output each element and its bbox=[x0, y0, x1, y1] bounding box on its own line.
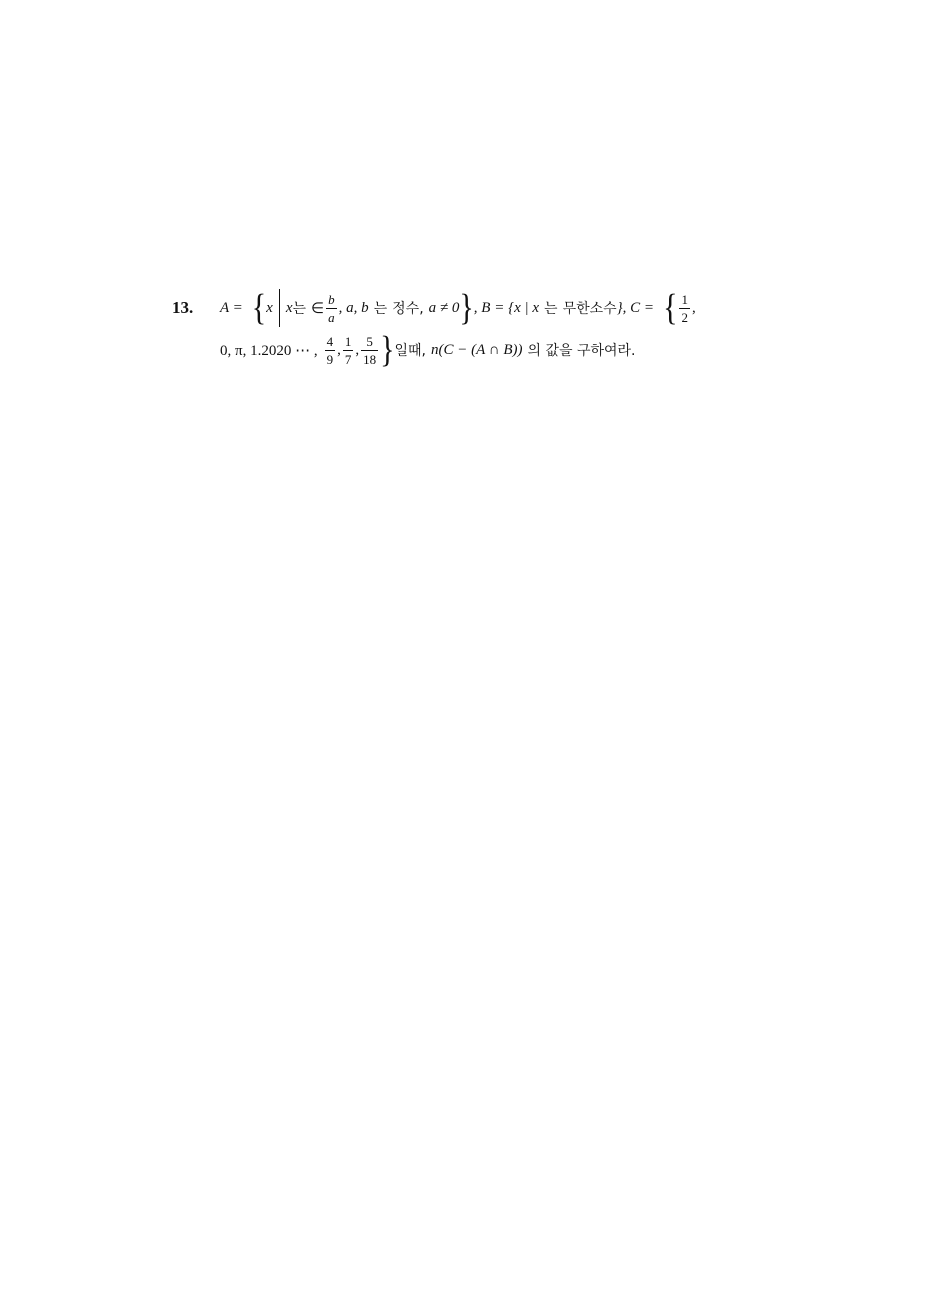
problem-number: 13. bbox=[172, 298, 194, 317]
fraction-b-over-a bbox=[326, 293, 337, 324]
set-a-label: A = bbox=[220, 299, 243, 316]
fraction-denominator: 7 bbox=[344, 351, 352, 367]
close-brace: } bbox=[459, 286, 474, 328]
set-c-label: }, C = bbox=[616, 299, 655, 316]
condition-variable: x bbox=[285, 299, 293, 316]
open-brace-c: { bbox=[663, 286, 678, 328]
fraction-denominator: 9 bbox=[326, 351, 334, 367]
integer-word: 정수, bbox=[392, 301, 424, 317]
fraction-numerator: 5 bbox=[366, 333, 373, 349]
set-b-definition: , B = {x | x bbox=[473, 299, 540, 316]
open-brace: { bbox=[251, 286, 267, 328]
problem-13 bbox=[0, 0, 926, 400]
fraction-numerator: b bbox=[328, 291, 335, 307]
particle-neun: 는 bbox=[292, 301, 307, 317]
set-builder-bar bbox=[279, 289, 280, 327]
fraction-one-seventh bbox=[343, 335, 354, 366]
a-not-zero: a ≠ 0 bbox=[428, 299, 460, 316]
fraction-four-ninths bbox=[325, 335, 336, 366]
question-tail: 의 값을 구하여라. bbox=[527, 343, 636, 359]
fraction-numerator: 1 bbox=[344, 333, 352, 349]
fraction-numerator: 4 bbox=[326, 333, 334, 349]
element-of-symbol: ∈ bbox=[311, 300, 325, 317]
particle-neun-3: 는 bbox=[544, 301, 558, 317]
particle-neun-2: 는 bbox=[373, 301, 388, 317]
when-word: 일때, bbox=[394, 343, 426, 359]
ab-variables: , a, b bbox=[338, 299, 369, 316]
fraction-denominator: a bbox=[328, 309, 335, 325]
set-c-items: 0, π, 1.2020 ⋯ , bbox=[220, 342, 318, 359]
comma: , bbox=[691, 299, 696, 316]
problem-line-1 bbox=[220, 288, 696, 328]
close-brace-c: } bbox=[380, 328, 395, 370]
cardinality-expression: n(C − (A ∩ B)) bbox=[430, 341, 523, 358]
fraction-one-half bbox=[679, 293, 690, 324]
set-a-variable: x bbox=[266, 299, 273, 316]
fraction-numerator: 1 bbox=[681, 291, 688, 307]
problem-line-2: 0, π, 1.2020 ⋯ , $\frac{4}{9}$ , $\frac{1}{7}$ , $\frac{5}{18}$ } 일때, n(C − (A ∩ B)) 의 값을 구하여라. bbox=[220, 328, 636, 370]
infinite-decimal-word: 무한소수 bbox=[562, 301, 617, 317]
fraction-denominator: 2 bbox=[681, 309, 688, 325]
fraction-denominator: 18 bbox=[363, 351, 377, 367]
fraction-five-eighteenths bbox=[361, 335, 378, 366]
